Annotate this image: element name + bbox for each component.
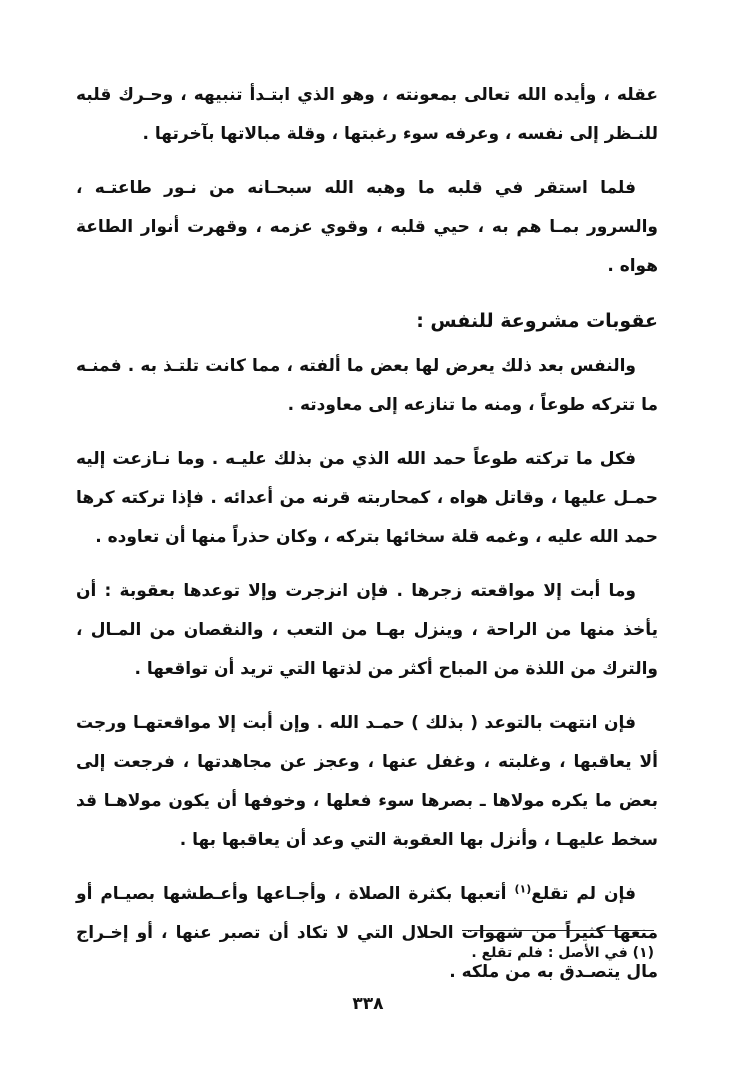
footnote-reference: (١) xyxy=(514,882,532,896)
paragraph-1: عقله ، وأيده الله تعالى بمعونته ، وهو الذي ابتـدأ تنبيهه ، وحـرك قلبه للنـظر إلى نفسه ، وعرفه سوء رغبتها ، وقلة مبالاتها بآخرتها . xyxy=(76,85,658,144)
paragraph-2: فلما استقر في قلبه ما وهبه الله سبحـانه من نـور طاعتـه ، والسرور بمـا هم به ، حيي قلبه ، وقوي عزمه ، وقهرت أنوار الطاعة هواه . xyxy=(76,178,658,276)
paragraph-6: فإن انتهت بالتوعد ( بذلك ) حمـد الله . وإن أبت إلا مواقعتهـا ورجت ألا يعاقبها ، وغلبته ، وغفل عنها ، وعجز عن مجاهدتها ، فرجعت إلى بعض ما يكره مولاها ـ بصرها سوء فعلها ، وخوفها أن يكون مولاهـا قد سخط عليهـا ، وأنزل بها العقوبة التي وعد أن يعاقبها بها . xyxy=(76,713,658,850)
paragraph-7 xyxy=(76,875,658,992)
paragraph-5: وما أبت إلا مواقعته زجرها . فإن انزجرت وإلا توعدها بعقوبة : أن يأخذ منها من الراحة ، وينزل بهـا من التعب ، والنقصان من المـال ، والترك من اللذة من المباح أكثر من لذتها التي تريد أن تواقعها . xyxy=(76,581,658,679)
paragraph-4: فكل ما تركته طوعاً حمد الله الذي من بذلك عليـه . وما نـازعت إليه حمـل عليها ، وقاتل هواه ، كمحاربته قرنه من أعدائه . فإذا تركته كرها حمد الله عليه ، وغمه قلة سخائها بتركه ، وكان حذراً منها أن تعاوده . xyxy=(76,449,658,547)
paragraph-7-rest: أتعبها بكثرة الصلاة ، وأجـاعها وأعـطشها بصيـام أو منعها كثيراً من شهوات الحلال التي لا تكاد أن تصبر عنها ، أو إخـراج مال يتصـدق به من ملكه . xyxy=(76,884,658,982)
page-number: ٣٣٨ xyxy=(352,994,384,1014)
paragraph-3: والنفس بعد ذلك يعرض لها بعض ما ألفته ، مما كانت تلتـذ به . فمنـه ما تتركه طوعاً ، ومنه ما تنازعه إلى معاودته . xyxy=(76,356,658,415)
paragraph-7-start: فإن لم تقلع xyxy=(531,884,637,904)
body-text xyxy=(76,76,658,1007)
footnote: (١) في الأصل : فلم تقلع . xyxy=(471,945,654,961)
section-heading: عقوبات مشروعة للنفس : xyxy=(416,310,658,332)
footnote-divider xyxy=(462,930,654,931)
